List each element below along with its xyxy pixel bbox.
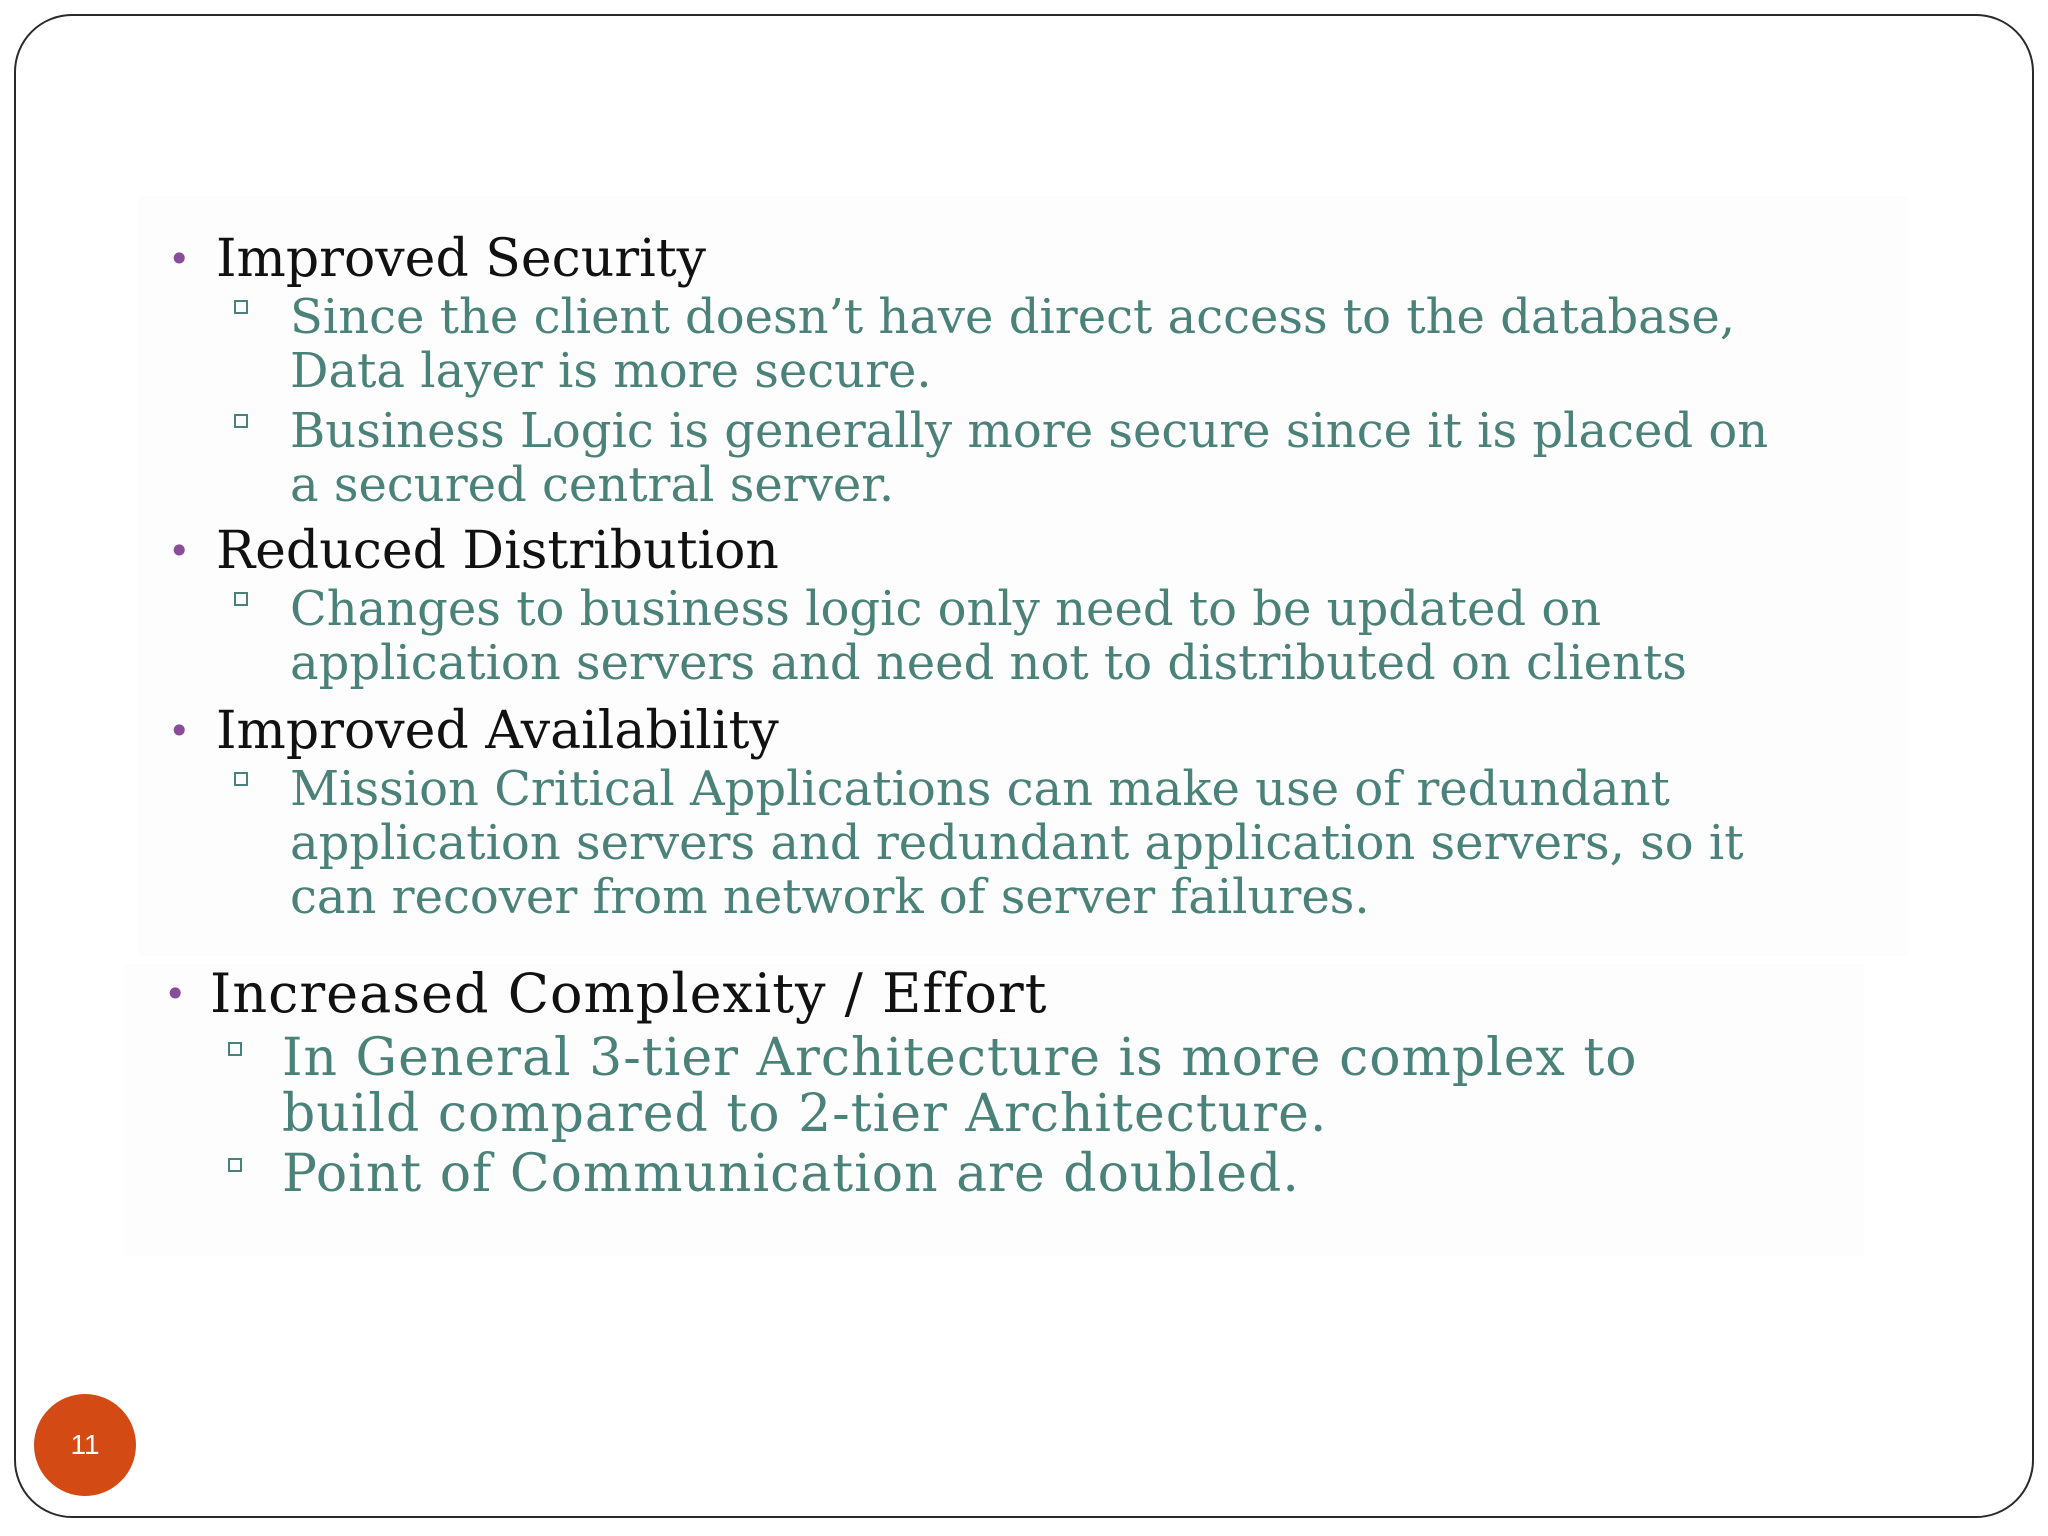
disadvantages-block: • Increased Complexity / Effort In General 3-tier Architecture is more complex to build compared to 2-tier Architecture. Point of Communication are doubled.: [124, 964, 1864, 1256]
advantages-block: • Improved Security Since the client doesn’t have direct access to the database, Data layer is more secure. Business Logic is generally more secure since it is placed on a secured central server. • Reduced Distribution Changes to business logic only need to be updated on application servers and need not to distributed on clients • Improved Availability Mission Critical Applications can make use of redundant application servers and redundant application servers, so it can recover from network of server failures.: [138, 196, 1908, 956]
bullet-dot-icon: •: [168, 709, 191, 753]
bullet-dot-icon: •: [164, 972, 188, 1016]
square-bullet-icon: [228, 1042, 242, 1056]
square-bullet-icon: [234, 772, 248, 786]
square-bullet-icon: [234, 592, 248, 606]
square-bullet-icon: [234, 300, 248, 314]
slide-frame: [14, 14, 2034, 1518]
bullet-dot-icon: •: [168, 237, 191, 281]
square-bullet-icon: [234, 414, 248, 428]
page-number-badge: 11: [34, 1394, 136, 1496]
square-bullet-icon: [228, 1158, 242, 1172]
bullet-dot-icon: •: [168, 529, 191, 573]
